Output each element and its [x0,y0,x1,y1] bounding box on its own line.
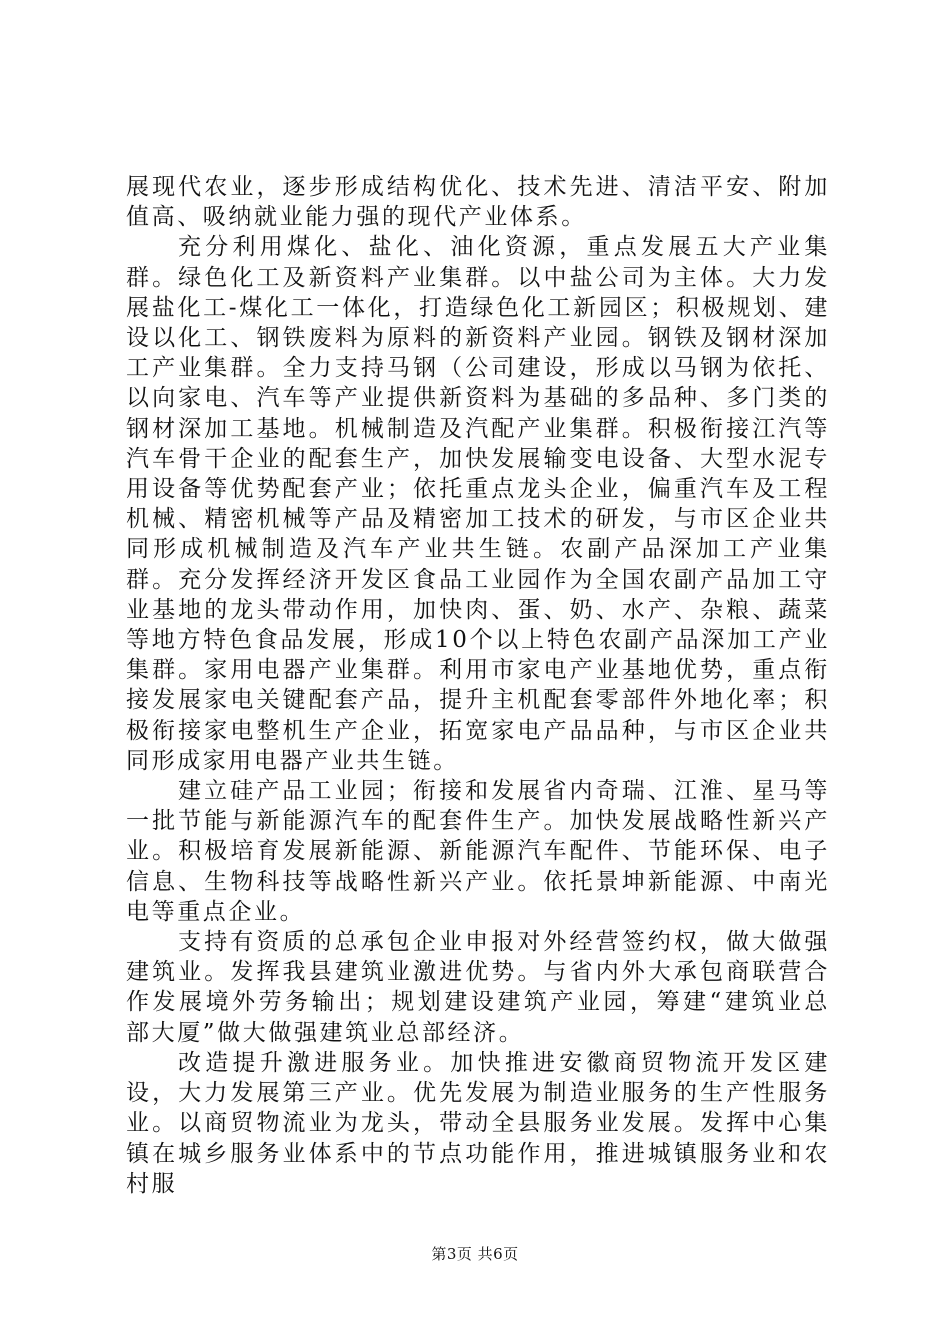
paragraph: 支持有资质的总承包企业申报对外经营签约权，做大做强建筑业。发挥我县建筑业激进优势。与省内外大承包商联营合作发展境外劳务输出；规划建设建筑产业园，筹建“建筑业总部大厦”做大做强建筑业总部经济。 [126,929,830,1046]
paragraph: 建立硅产品工业园；衔接和发展省内奇瑞、江淮、星马等一批节能与新能源汽车的配套件生产。加快发展战略性新兴产业。积极培育发展新能源、新能源汽车配件、节能环保、电子信息、生物科技等战略性新兴产业。依托景坤新能源、中南光电等重点企业。 [126,778,830,925]
paragraph: 改造提升激进服务业。加快推进安徽商贸物流开发区建设，大力发展第三产业。优先发展为制造业服务的生产性服务业。以商贸物流业为龙头，带动全县服务业发展。发挥中心集镇在城乡服务业体系中的节点功能作用，推进城镇服务业和农村服 [126,1049,830,1197]
document-body [126,172,830,1199]
paragraph: 展现代农业，逐步形成结构优化、技术先进、清洁平安、附加值高、吸纳就业能力强的现代产业体系。 [126,174,830,231]
page-footer: 第3页 共6页 [431,1245,519,1263]
paragraph: 充分利用煤化、盐化、油化资源，重点发展五大产业集群。绿色化工及新资料产业集群。以中盐公司为主体。大力发展盐化工-煤化工一体化，打造绿色化工新园区；积极规划、建设以化工、钢铁废料为原料的新资料产业园。钢铁及钢材深加工产业集群。全力支持马钢（公司建设，形成以马钢为依托、以向家电、汽车等产业提供新资料为基础的多品种、多门类的钢材深加工基地。机械制造及汽配产业集群。积极衔接江汽等汽车骨干企业的配套生产，加快发展输变电设备、大型水泥专用设备等优势配套产业；依托重点龙头企业，偏重汽车及工程机械、精密机械等产品及精密加工技术的研发，与市区企业共同形成机械制造及汽车产业共生链。农副产品深加工产业集群。充分发挥经济开发区食品工业园作为全国农副产品加工守业基地的龙头带动作用，加快肉、蛋、奶、水产、杂粮、蔬菜等地方特色食品发展，形成10个以上特色农副产品深加工产业集群。家用电器产业集群。利用市家电产业基地优势，重点衔接发展家电关键配套产品，提升主机配套零部件外地化率；积极衔接家电整机生产企业，拓宽家电产品品种，与市区企业共同形成家用电器产业共生链。 [126,234,830,774]
